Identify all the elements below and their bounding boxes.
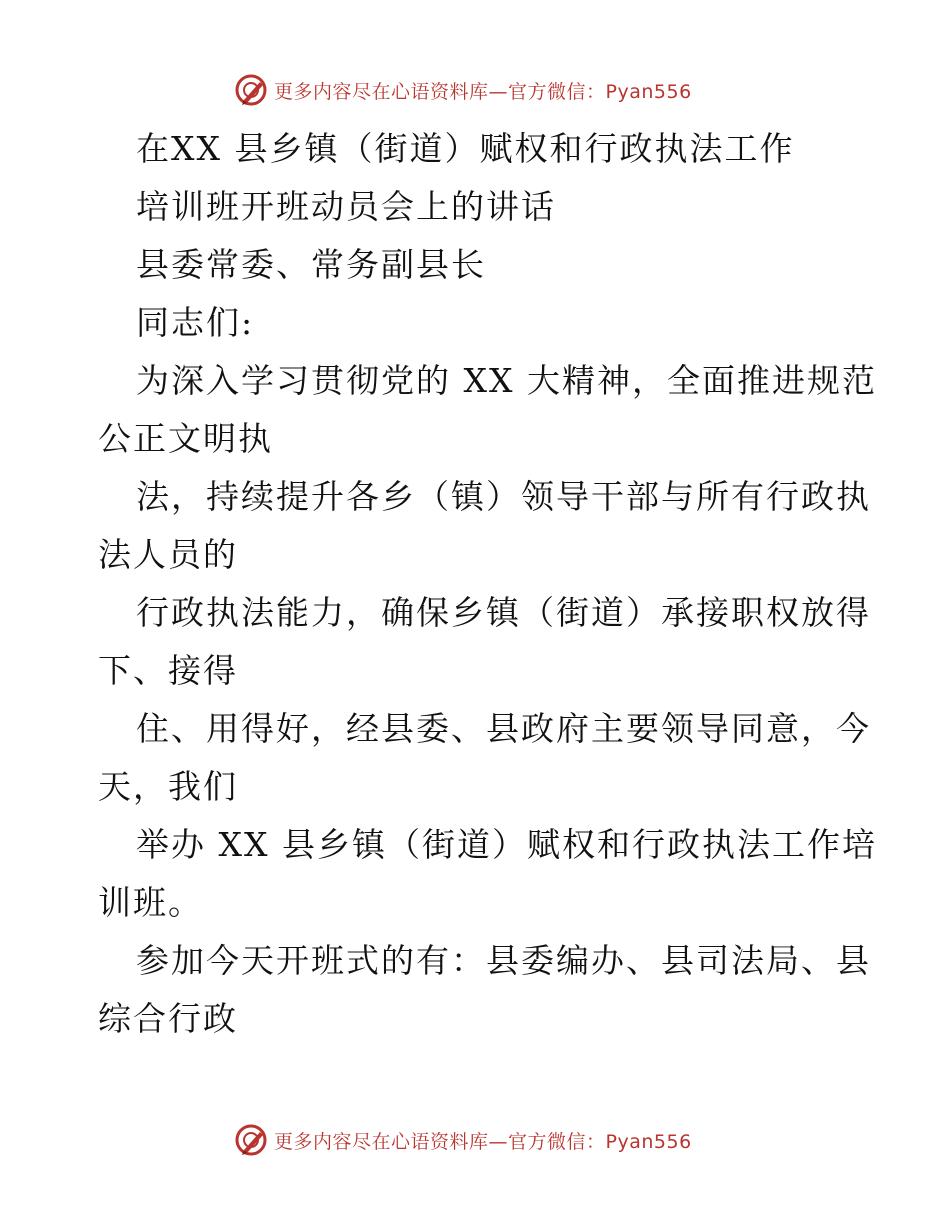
document-body xyxy=(98,120,877,1048)
document-title-line-2: 培训班开班动员会上的讲话 xyxy=(136,187,556,226)
paragraph-line-continued: 公正文明执 xyxy=(98,419,273,458)
paragraph-line: 为深入学习贯彻党的 XX 大精神，全面推进规范 xyxy=(136,361,877,400)
paragraph-line: 举办 XX 县乡镇（街道）赋权和行政执法工作培 xyxy=(136,825,877,864)
pen-circle-logo-icon xyxy=(234,73,268,107)
paragraph-line: 参加今天开班式的有：县委编办、县司法局、县 xyxy=(136,941,871,980)
header-watermark xyxy=(234,72,714,108)
speaker-title: 县委常委、常务副县长 xyxy=(136,245,486,284)
paragraph-line: 行政执法能力，确保乡镇（街道）承接职权放得 xyxy=(136,593,871,632)
pen-circle-logo-icon xyxy=(234,1123,268,1157)
paragraph-line-continued: 天，我们 xyxy=(98,767,238,806)
watermark-text: 更多内容尽在心语资料库—官方微信：Pyan556 xyxy=(274,1130,692,1153)
paragraph-line-continued: 训班。 xyxy=(98,883,203,922)
paragraph-line-continued: 综合行政 xyxy=(98,999,238,1038)
document-title-line-1: 在XX 县乡镇（街道）赋权和行政执法工作 xyxy=(136,129,795,168)
paragraph-line-continued: 下、接得 xyxy=(98,651,238,690)
paragraph-line: 法，持续提升各乡（镇）领导干部与所有行政执 xyxy=(136,477,871,516)
paragraph-line-continued: 法人员的 xyxy=(98,535,238,574)
paragraph-line: 住、用得好，经县委、县政府主要领导同意，今 xyxy=(136,709,871,748)
watermark-text: 更多内容尽在心语资料库—官方微信：Pyan556 xyxy=(274,80,692,103)
greeting: 同志们: xyxy=(136,303,255,342)
footer-watermark xyxy=(234,1122,714,1158)
